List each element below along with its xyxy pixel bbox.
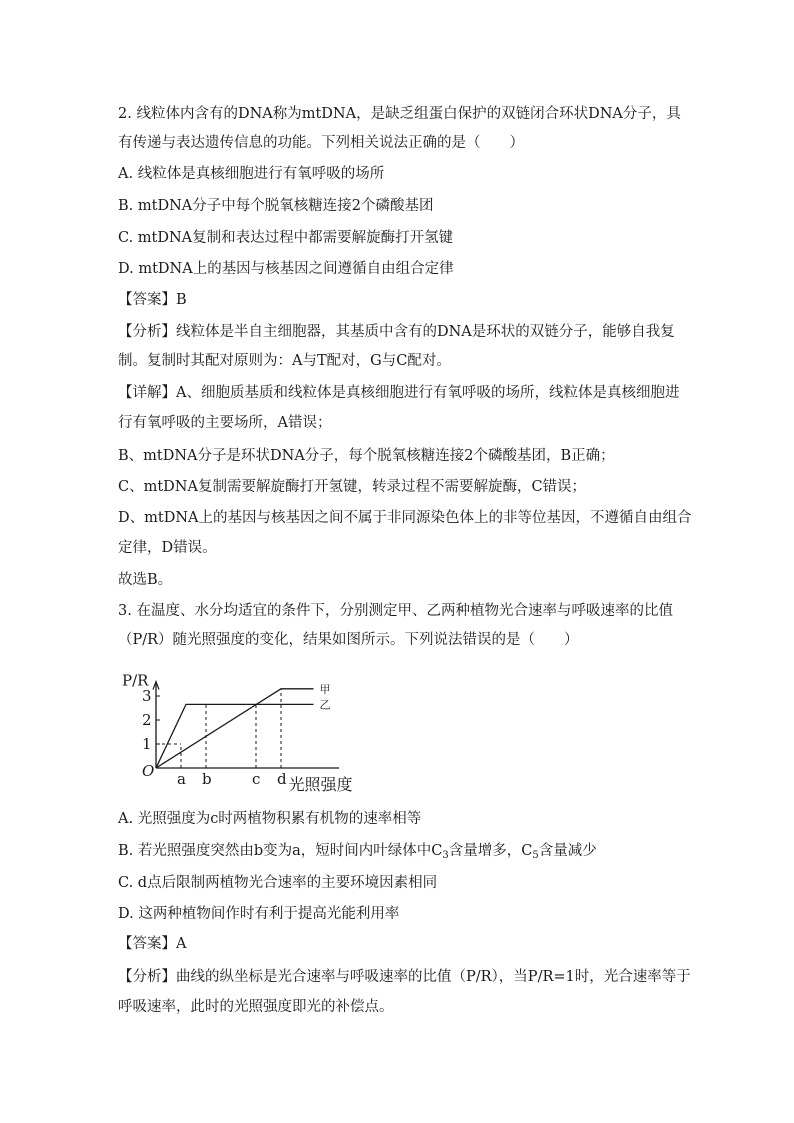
q2-stem-line-1: 2. 线粒体内含有的DNA称为mtDNA，是缺乏组蛋白保护的双链闭合环状DNA分子，具 (118, 106, 681, 122)
y-tick-label-1: 1 (142, 735, 152, 753)
x-tick-label-d: d (277, 770, 287, 788)
q3-option-d: D. 这两种植物间作时有利于提高光能利用率 (118, 906, 400, 922)
q3-option-c: C. d点后限制两植物光合速率的主要环境因素相同 (118, 875, 438, 891)
series-line-2 (156, 704, 314, 768)
y-tick-label-2: 2 (142, 711, 152, 729)
series-label-1: 甲 (319, 682, 331, 696)
q2-detail-line-3: B、mtDNA分子是环状DNA分子，每个脱氧核糖连接2个磷酸基团，B正确； (118, 448, 615, 464)
q3-option-b-part3: 含量减少 (538, 843, 597, 859)
x-axis-label: 光照强度 (288, 775, 353, 794)
x-tick-label-a: a (177, 770, 186, 788)
y-tick-label-3: 3 (142, 687, 152, 705)
series-line-1 (156, 689, 314, 768)
q3-stem-line-2: （P/R）随光照强度的变化，结果如图所示。下列说法错误的是（ ） (118, 632, 579, 648)
x-tick-label-c: c (252, 770, 261, 788)
q2-conclusion: 故选B。 (118, 572, 173, 588)
q2-option-c: C. mtDNA复制和表达过程中都需要解旋酶打开氢键 (118, 230, 454, 246)
q2-detail-line-1: 【详解】A、细胞质基质和线粒体是真核细胞进行有氧呼吸的场所，线粒体是真核细胞进 (118, 385, 680, 401)
q3-option-b-part1: B. 若光照强度突然由b变为a，短时间内叶绿体中C (118, 843, 443, 859)
origin-label: O (142, 762, 155, 780)
q3-answer: 【答案】A (118, 936, 187, 952)
q3-option-b (118, 841, 678, 861)
q2-stem-line-2: 有传递与表达遗传信息的功能。下列相关说法正确的是（ ） (118, 135, 524, 151)
q2-option-b: B. mtDNA分子中每个脱氧核糖连接2个磷酸基团 (118, 198, 434, 214)
q3-analysis-line-1: 【分析】曲线的纵坐标是光合速率与呼吸速率的比值（P/R），当P/R=1时，光合速率等于 (118, 969, 691, 985)
q3-option-b-part2: 含量增多，C (448, 843, 533, 859)
series-label-2: 乙 (319, 698, 331, 712)
q2-answer: 【答案】B (118, 292, 187, 308)
q3-option-b-sub3: 3 (442, 850, 449, 861)
q3-option-b-sub5: 5 (532, 850, 539, 861)
q2-detail-line-5: D、mtDNA上的基因与核基因之间不属于非同源染色体上的非等位基因，不遵循自由组合 (118, 510, 692, 526)
q2-option-d: D. mtDNA上的基因与核基因之间遵循自由组合定律 (118, 261, 454, 277)
q2-option-a: A. 线粒体是真核细胞进行有氧呼吸的场所 (118, 166, 385, 182)
q2-detail-line-6: 定律，D错误。 (118, 540, 217, 556)
q2-detail-line-4: C、mtDNA复制需要解旋酶打开氢键，转录过程不需要解旋酶，C错误； (118, 479, 587, 495)
q3-stem-line-1: 3. 在温度、水分均适宜的条件下，分别测定甲、乙两种植物光合速率与呼吸速率的比值 (118, 603, 673, 619)
y-axis-label: P/R (122, 671, 149, 690)
pr-light-chart (118, 660, 378, 800)
q2-analysis-line-1: 【分析】线粒体是半自主细胞器，其基质中含有的DNA是环状的双链分子，能够自我复 (118, 324, 675, 340)
q3-option-a: A. 光照强度为c时两植物积累有机物的速率相等 (118, 811, 422, 827)
q2-analysis-line-2: 制。复制时其配对原则为：A与T配对，G与C配对。 (118, 353, 451, 369)
x-tick-label-b: b (202, 770, 212, 788)
q2-detail-line-2: 行有氧呼吸的主要场所，A错误； (118, 415, 332, 431)
q3-analysis-line-2: 呼吸速率，此时的光照强度即光的补偿点。 (118, 999, 394, 1015)
